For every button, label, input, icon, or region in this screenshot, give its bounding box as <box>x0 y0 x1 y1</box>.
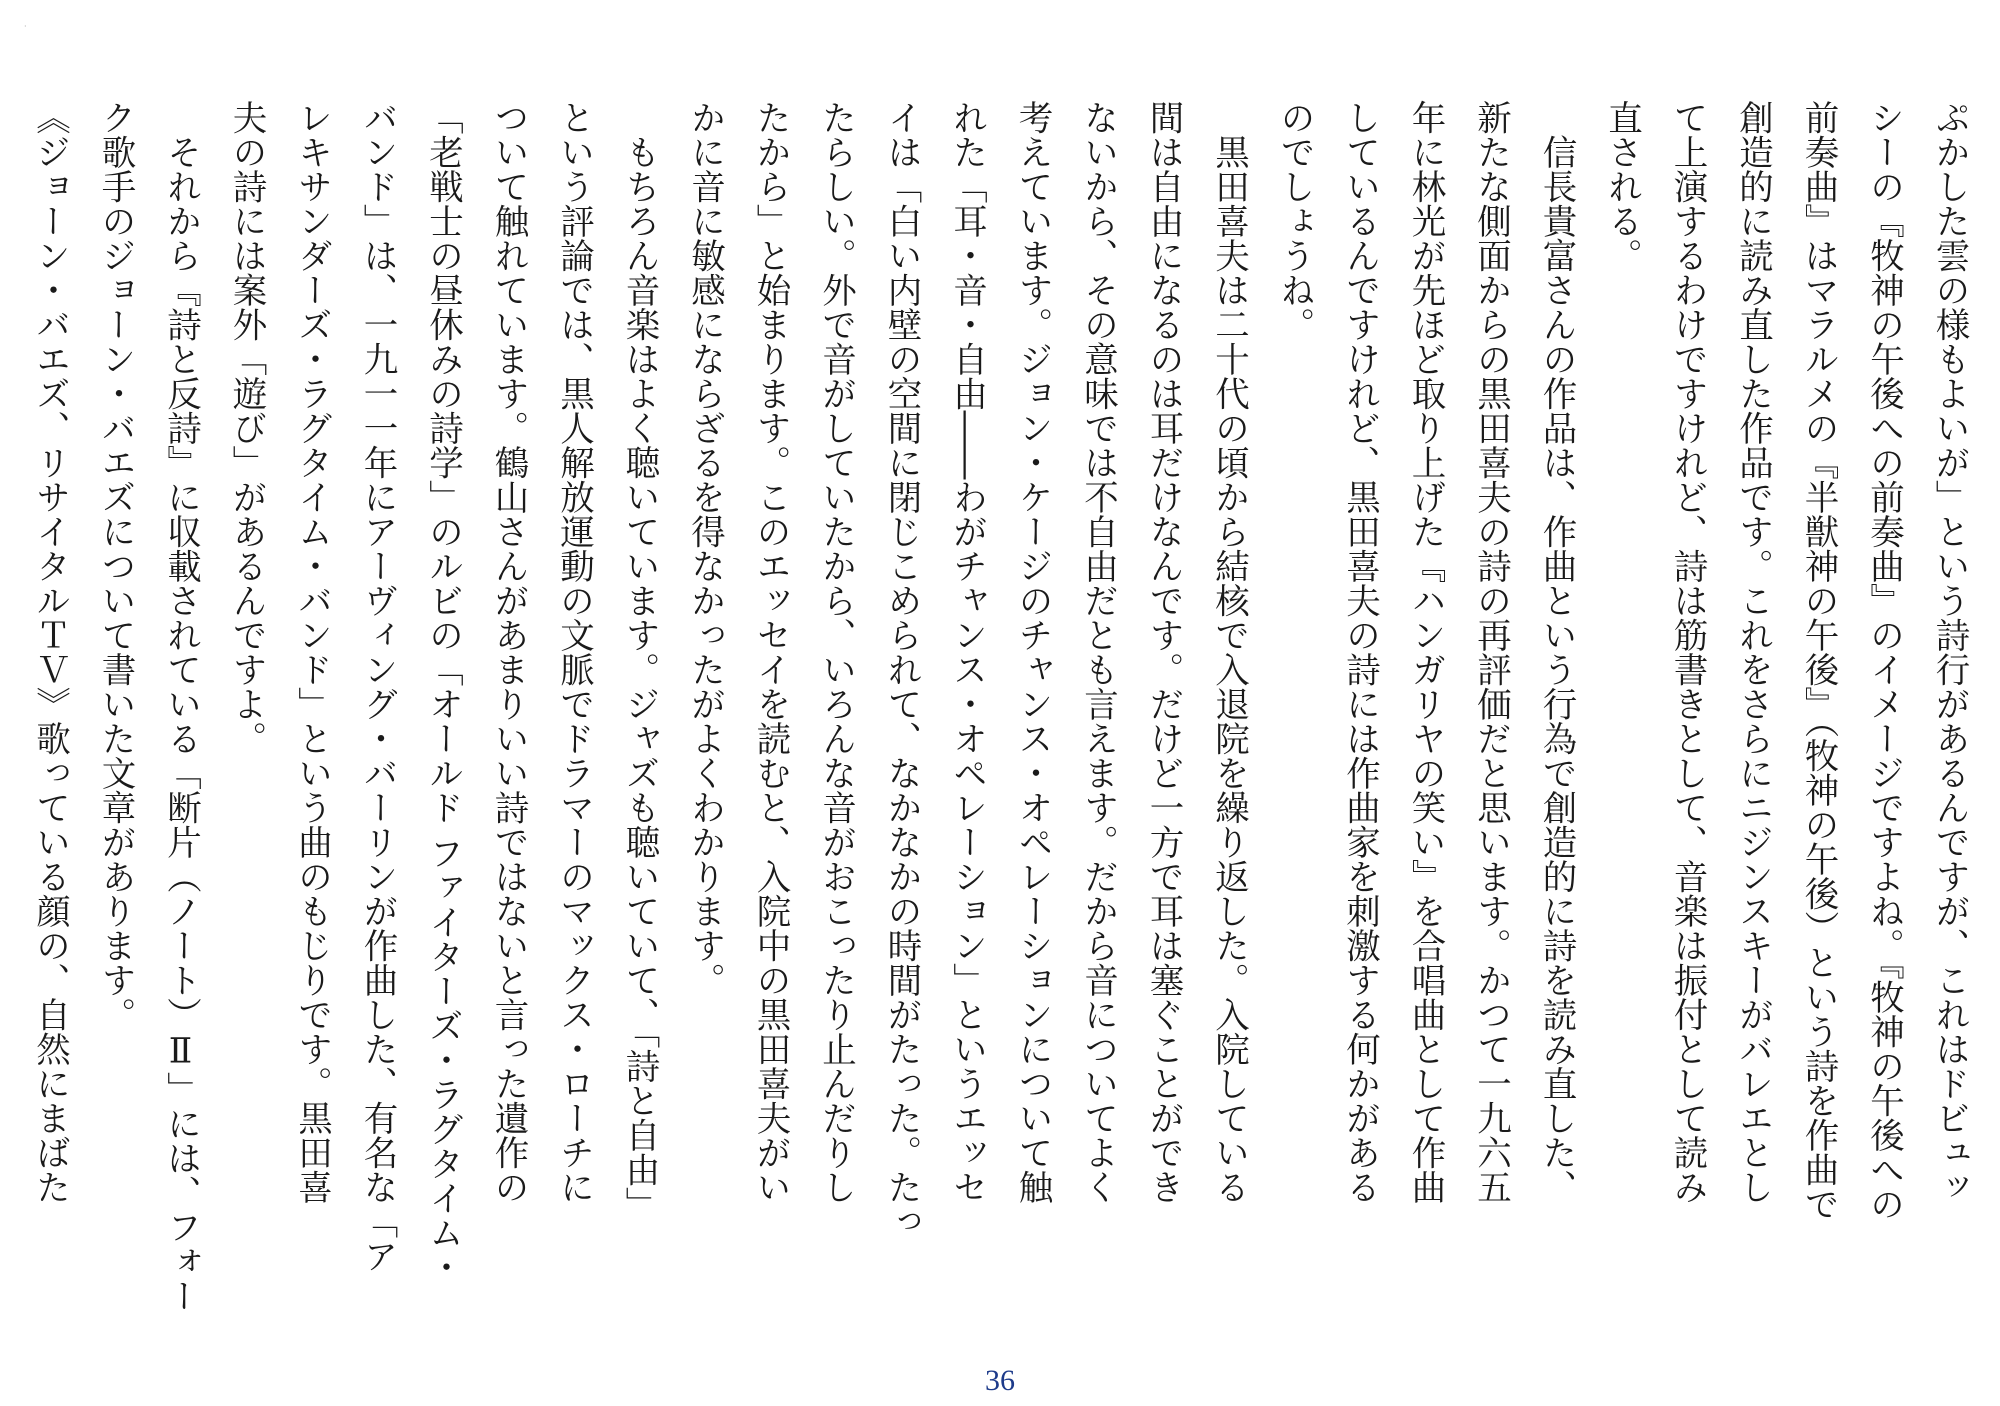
text-column: 黒田喜夫は二十代の頃から結核で入退院を繰り返した。入院している <box>1208 100 1249 1204</box>
text-column: 夫の詩には案外「遊び」があるんですよ。 <box>226 100 266 756</box>
text-column: かに音に敏感にならざるを得なかったがよくわかります。 <box>684 100 725 997</box>
text-column: それから『詩と反詩』に収載されている「断片（ノート）Ⅱ」には、フォー <box>160 100 201 1313</box>
text-column: 創造的に読み直した作品です。これをさらにニジンスキーがバレエとし <box>1732 100 1773 1204</box>
text-column: のでしょうね。 <box>1274 100 1314 342</box>
text-column: たから」と始まります。このエッセイを読むと、入院中の黒田喜夫がい <box>750 100 790 1204</box>
text-column: て上演するわけですけれど、詩は筋書きとして、音楽は振付として読み <box>1667 100 1707 1204</box>
text-column: 《ジョーン・バエズ、リサイタルＴＶ》歌っている顔の、自然にまばた <box>29 100 70 1204</box>
text-column: 信長貴富さんの作品は、作曲という行為で創造的に詩を読み直した、 <box>1536 100 1576 1204</box>
text-column: 考えています。ジョン・ケージのチャンス・オペレーションについて触 <box>1012 100 1052 1204</box>
text-column: 前奏曲』はマラルメの『半獣神の午後』（牧神の午後）という詩を作曲で <box>1798 100 1838 1222</box>
text-column: 直される。 <box>1601 100 1642 273</box>
text-column: れた「耳・音・自由――わがチャンス・オペレーション」というエッセ <box>946 100 987 1204</box>
text-column: しているんですけれど、黒田喜夫の詩には作曲家を刺激する何かがある <box>1339 100 1380 1204</box>
text-column: ぷかした雲の様もよいが」という詩行があるんですが、これはドビュッ <box>1929 100 1969 1204</box>
text-column: もちろん音楽はよく聴いています。ジャズも聴いていて、「詩と自由」 <box>619 100 659 1222</box>
text-column: ついて触れています。鶴山さんがあまりいい詩ではないと言った遺作の <box>488 100 528 1204</box>
text-column: シーの『牧神の午後への前奏曲』のイメージですよね。『牧神の午後への <box>1863 100 1904 1222</box>
text-column: バンド」は、一九一一年にアーヴィング・バーリンが作曲した、有名な「ア <box>357 100 397 1273</box>
text-column: ク歌手のジョーン・バエズについて書いた文章があります。 <box>95 100 135 1032</box>
text-column: という評論では、黒人解放運動の文脈でドラマーのマックス・ローチに <box>553 100 594 1204</box>
corner-mark: · <box>24 22 27 31</box>
page-number: 36 <box>985 1364 1015 1397</box>
text-column: 間は自由になるのは耳だけなんです。だけど一方で耳は塞ぐことができ <box>1143 100 1183 1204</box>
text-column: 年に林光が先ほど取り上げた『ハンガリヤの笑い』を合唱曲として作曲 <box>1405 100 1445 1204</box>
text-column: 「老戦士の昼休みの詩学」のルビの「オールド ファイターズ・ラグタイム・ <box>422 100 463 1284</box>
text-column: ないから、その意味では不自由だとも言えます。だから音についてよく <box>1077 100 1118 1204</box>
text-column: イは「白い内壁の空間に閉じこめられて、なかなかの時間がたった。たっ <box>881 100 921 1239</box>
text-column: たらしい。外で音がしていたから、いろんな音がおこったり止んだりし <box>815 100 856 1204</box>
vertical-text-block <box>14 100 1974 1335</box>
text-column: 新たな側面からの黒田喜夫の詩の再評価だと思います。かつて一九六五 <box>1470 100 1511 1204</box>
text-column: レキサンダーズ・ラグタイム・バンド」という曲のもじりです。黒田喜 <box>291 100 332 1204</box>
